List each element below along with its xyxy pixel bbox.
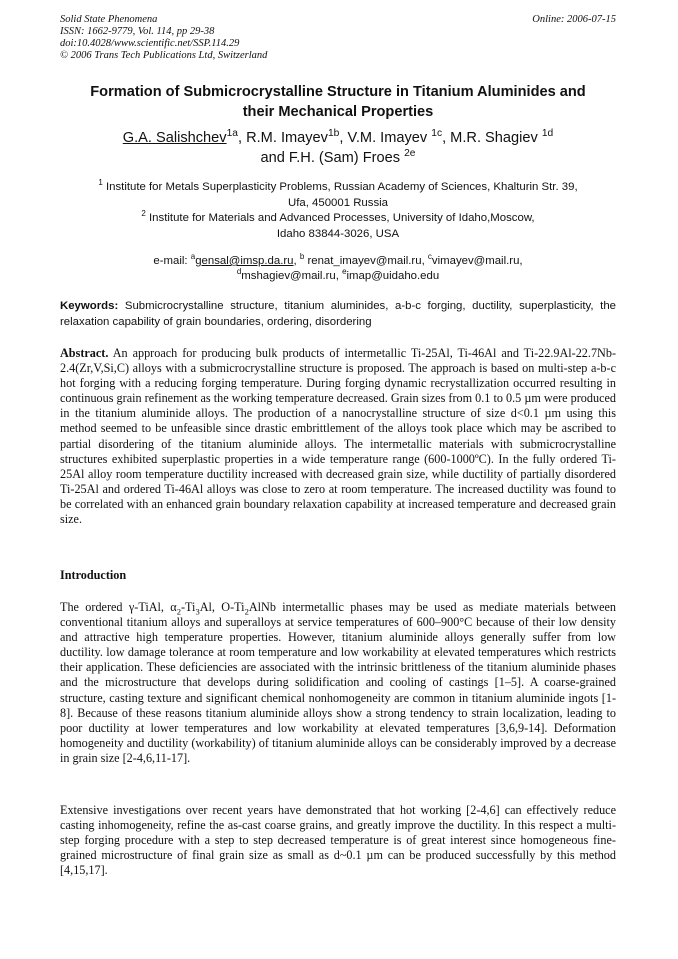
email-link-a[interactable]: gensal@imsp.da.ru [195,255,294,267]
email-sup: b [299,252,305,262]
author-froes: and F.H. (Sam) Froes [260,150,405,166]
online-date: Online: 2006-07-15 [532,14,616,25]
affiliation-2-text: Institute for Materials and Advanced Processes, University of Idaho,Moscow, [145,212,535,224]
subscript: 2 [244,606,249,617]
author-imayev-v: , V.M. Imayev [339,130,432,146]
email-sup: d [236,267,242,277]
author-shagiev: , M.R. Shagiev [442,130,542,146]
subscript: 3 [195,606,200,617]
subscript: 2 [176,606,181,617]
author-line-2 [60,148,616,168]
email-prefix: e-mail: [153,255,191,267]
affiliation-sup: 2 [141,209,146,219]
abstract-text: An approach for producing bulk products of intermetallic Ti-25Al, Ti-46Al and Ti-22.9Al-22.7Nb-2.4(Zr,V,Si,C) alloys with a submicrocrystalline structure is proposed. The approach is based on multi-step a-b-c hot forging with a reducing forging temperature. During forging dynamic recrystallization occurred resulting in continuous grain refinement as the working temperature decreased. Grain sizes from 0.1 to 0.5 µm were produced in the titanium aluminide alloys. The production of a nanocrystalline structure of size d<0.1 µm using this method seemed to be unfeasible since drastic embrittlement of the alloys took place which may be ascribed to partial disordering of the titanium aluminide alloys. The intermetallic materials with submicrocrystalline structures exhibited superplastic properties in a wide temperature range (600-1000ºC). In the fully ordered Ti-25Al alloy room temperature ductility increased with decreased grain size, while ductility of partially disordered Ti-25Al and ordered Ti-46Al alloys was close to zero at room temperature. The increased ductility was found to be correlated with an enhanced grain boundary relaxation capability at increased temperature and decreased grain size. [60,346,616,527]
affiliation-2-line-1 [60,211,616,227]
email-sup: c [427,252,432,262]
title-line-2: their Mechanical Properties [242,104,434,120]
intro-text: AlNb intermetallic phases may be used as mediate materials between conventional titanium alloys and superalloys at service temperatures of 600–900°C because of their low density and attractive high temperature properties. However, titanium aluminide alloys generally suffer from low ductility. low damage tolerance at room temperature and low workability at elevated temperatures which restricts their application. These deficiencies are associated with the intrinsic brittleness of the titanium aluminide phases and the microstructure that develops during solidification and cooling of castings [1–5]. A coarse-grained structure, casting texture and significant chemical nonhomogeneity are common in titanium aluminide ingots [1-8]. Because of these reasons titanium aluminide alloys show a strong tendency to strain localization, leading to poor ductility at lower temperatures and low workability at elevated temperatures [3,6,9-14]. Deformation homogeneity and ductility (workability) of titanium aluminide alloys can be considerably improved by a decrease in grain size [2-4,6,11-17]. [60,600,617,765]
author-sup: 1a [226,128,238,140]
email-line-2 [60,269,616,284]
journal-name: Solid State Phenomena [60,14,158,25]
keywords-text: Submicrocrystalline structure, titanium aluminides, a-b-c forging, ductility, superplasticity, the relaxation capability of grain boundaries, ordering, disordering [60,300,616,328]
email-link-c[interactable]: vimayev@mail.ru, [431,255,523,267]
author-list [60,128,616,168]
author-sup: 1b [327,128,340,140]
journal-doi[interactable]: doi:10.4028/www.scientific.net/SSP.114.29 [60,38,240,49]
email-line-1: e-mail: $^a$gensal@imsp.da.ru, $^b$ renat_imayev@mail.ru, $^c$vimayev@mail.ru, [153,252,523,267]
journal-header [60,14,616,62]
affiliation-2-line-2: Idaho 83844-3026, USA [276,227,400,240]
keywords [60,298,616,330]
section-heading-introduction: Introduction [60,568,127,582]
intro-text: The ordered γ-TiAl, α [60,600,177,614]
author-line-1 [60,128,616,148]
email-link-d[interactable]: mshagiev@mail.ru, [241,270,343,282]
email-sup: a [190,252,196,262]
affiliation-1-line-2: Ufa, 450001 Russia [287,196,389,209]
intro-text: -Ti [180,600,196,614]
email-link-b[interactable]: renat_imayev@mail.ru, [304,255,428,267]
author-sup: 1d [541,128,554,140]
introduction-paragraph-1 [60,600,616,766]
author-sup: 2e [404,148,416,160]
abstract-label: Abstract. [60,346,109,360]
introduction-paragraph-2: Extensive investigations over recent years have demonstrated that hot working [2-4,6] can effectively reduce casting inhomogeneity, refine the as-cast coarse grains, and greatly improve the ductility. In this respect a multi-step forging procedure with a step to step decreased temperature is of great interest since homogeneous fine-grained microstructure of final grain size as small as d~0.1 µm can be produced successfully by this method [4,15,17]. [60,803,616,878]
author-salishchev[interactable]: G.A. Salishchev [122,130,227,146]
intro-text: Al, O-Ti [199,600,245,614]
affiliation-1-line-1 [60,180,616,196]
keywords-label: Keywords: [60,300,119,312]
title-line-1: Formation of Submicrocrystalline Structure in Titanium Aluminides and [90,84,586,100]
journal-issn: ISSN: 1662-9779, Vol. 114, pp 29-38 [60,26,215,37]
journal-copyright: © 2006 Trans Tech Publications Ltd, Switzerland [60,50,268,61]
email-link-e[interactable]: imap@uidaho.edu [346,270,440,282]
affiliation-1-text: Institute for Metals Superplasticity Problems, Russian Academy of Sciences, Khalturin Str. 39, [102,181,578,193]
author-imayev-r: , R.M. Imayev [237,130,328,146]
email-block [60,254,616,284]
abstract [60,346,616,527]
paper-title [60,82,616,122]
email-sup: e [342,267,347,277]
affiliation-sup: 1 [98,178,103,188]
author-sup: 1c [431,128,443,140]
affiliations [60,180,616,242]
